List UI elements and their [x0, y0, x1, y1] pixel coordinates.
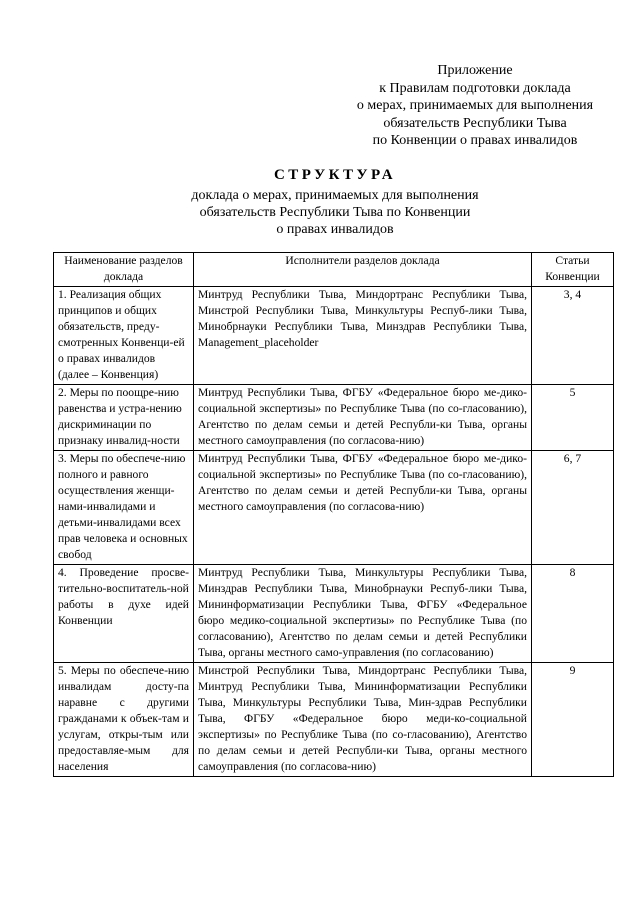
column-header-executors: Исполнители разделов доклада — [194, 253, 532, 287]
document-subtitle-line: о правах инвалидов — [276, 222, 394, 237]
executors-cell: Минтруд Республики Тыва, ФГБУ «Федеральное бюро ме-дико-социальной экспертизы» по Республике Тыва (по со-гласованию), Агентство по делам семьи и детей Республи-ки Тыва, органы местного самоуправления (по согласова-нию) — [194, 451, 532, 565]
table-header-row — [54, 253, 614, 287]
section-name-cell: 5. Меры по обеспече-нию инвалидам досту-па наравне с другими гражданами к объек-там и услугам, откры-тым или предоставляе-мым для населения — [54, 663, 194, 777]
section-name-cell: 2. Меры по поощре-нию равенства и устра-нению дискриминации по признаку инвалид-ности — [54, 385, 194, 451]
appendix-line: по Конвенции о правах инвалидов — [372, 133, 578, 148]
table-row — [54, 287, 614, 385]
table-row — [54, 385, 614, 451]
section-name-cell: 1. Реализация общих принципов и общих обязательств, преду-смотренных Конвенци-ей о правах инвалидов (далее – Конвенция) — [54, 287, 194, 385]
document-subtitle-line: обязательств Республики Тыва по Конвенции — [199, 205, 471, 220]
articles-cell: 6, 7 — [532, 451, 614, 565]
document-heading — [150, 166, 520, 238]
appendix-line: о мерах, принимаемых для выполнения — [356, 98, 594, 113]
articles-cell: 5 — [532, 385, 614, 451]
document-title: СТРУКТУРА — [273, 167, 397, 183]
executors-cell: Минтруд Республики Тыва, Миндортранс Республики Тыва, Минстрой Республики Тыва, Минкультуры Респуб-лики Тыва, Минобрнауки Республики Тыва, Минздрав Республики Тыва, Management_placeholder — [194, 287, 532, 385]
table-row — [54, 663, 614, 777]
column-header-section: Наименование разделов доклада — [54, 253, 194, 287]
document-subtitle-line: доклада о мерах, принимаемых для выполнения — [191, 188, 479, 203]
column-header-articles: Статьи Конвенции — [532, 253, 614, 287]
articles-cell: 8 — [532, 565, 614, 663]
appendix-line: обязательств Республики Тыва — [383, 115, 567, 131]
articles-cell: 3, 4 — [532, 287, 614, 385]
structure-table — [53, 252, 614, 777]
appendix-block — [340, 62, 610, 150]
appendix-line: Приложение — [437, 63, 513, 78]
table-row — [54, 565, 614, 663]
executors-cell: Минстрой Республики Тыва, Миндортранс Республики Тыва, Минтруд Республики Тыва, Mининформатизации Республики Тыва, Минкультуры Республики Тыва, Мин-здрав Республики Тыва, ФГБУ «Федеральное бюро меди-ко-социальной экспертизы» по Республике Тыва (по со-гласованию), Агентство по делам семьи и детей Республи-ки Тыва, органы местного самоуправления (по согласова-нию) — [194, 663, 532, 777]
executors-cell: Минтруд Республики Тыва, ФГБУ «Федеральное бюро ме-дико-социальной экспертизы» по Республике Тыва (по со-гласованию), Агентство по делам семьи и детей Республи-ки Тыва, органы местного самоуправления (по согласова-нию) — [194, 385, 532, 451]
section-name-cell: 3. Меры по обеспече-нию полного и равного осуществления женщи-нами-инвалидами и детьми-инвалидами всех прав человека и основных свобод — [54, 451, 194, 565]
appendix-line: к Правилам подготовки доклада — [379, 80, 571, 96]
articles-cell: 9 — [532, 663, 614, 777]
executors-cell: Минтруд Республики Тыва, Минкультуры Республики Тыва, Минздрав Республики Тыва, Минобрнауки Респуб-лики Тыва, Mининформатизации Республики Тыва, ФГБУ «Федеральное бюро медико-социальной экспертизы» по Республике Тыва (по согласованию), Агентство по делам семьи и детей Республики Тыва, органы местного само-управления (по согласованию) — [194, 565, 532, 663]
table-row — [54, 451, 614, 565]
section-name-cell: 4. Проведение просве-тительно-воспитатель-ной работы в духе идей Конвенции — [54, 565, 194, 663]
